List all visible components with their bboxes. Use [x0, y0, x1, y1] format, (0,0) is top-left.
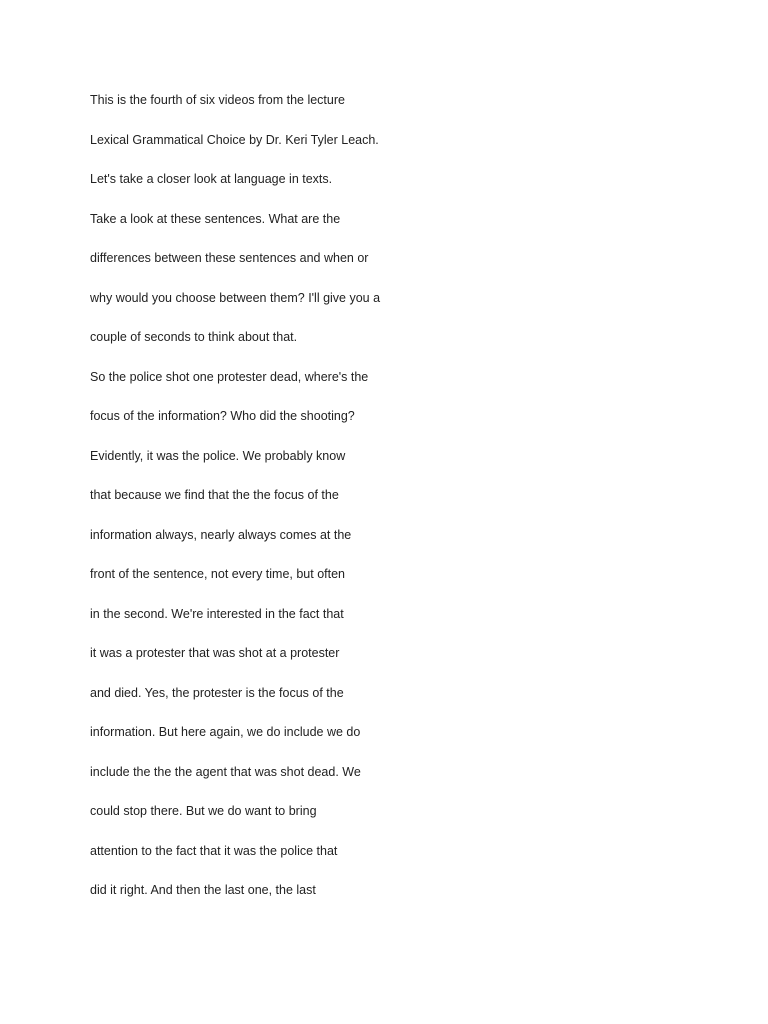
transcript-line: differences between these sentences and when or: [90, 251, 369, 265]
transcript-line: front of the sentence, not every time, but often: [90, 567, 346, 581]
transcript-line: information. But here again, we do include we do: [90, 725, 361, 739]
transcript-line: that because we find that the the focus of the: [90, 488, 339, 502]
transcript-line: it was a protester that was shot at a protester: [90, 646, 340, 660]
transcript-line: attention to the fact that it was the police that: [90, 843, 338, 858]
transcript-line: So the police shot one protester dead, where's the: [90, 369, 369, 384]
transcript-line: Let's take a closer look at language in texts.: [90, 172, 333, 186]
transcript-line: and died. Yes, the protester is the focus of the: [90, 685, 344, 700]
transcript-text: [90, 90, 380, 920]
transcript-line: couple of seconds to think about that.: [90, 330, 298, 344]
transcript-line: did it right. And then the last one, the last: [90, 883, 316, 897]
transcript-line: focus of the information? Who did the shooting?: [90, 409, 355, 423]
transcript-line: in the second. We're interested in the fact that: [90, 606, 344, 621]
transcript-line: Take a look at these sentences. What are the: [90, 211, 341, 226]
transcript-line: Lexical Grammatical Choice by Dr. Keri Tyler Leach.: [90, 132, 379, 147]
transcript-line: could stop there. But we do want to bring: [90, 804, 317, 818]
transcript-line: include the the the agent that was shot dead. We: [90, 764, 361, 779]
transcript-line: This is the fourth of six videos from the lecture: [90, 93, 345, 107]
transcript-line: information always, nearly always comes at the: [90, 527, 352, 542]
transcript-line: Evidently, it was the police. We probably know: [90, 448, 346, 463]
transcript-line: why would you choose between them? I'll give you a: [90, 290, 381, 305]
